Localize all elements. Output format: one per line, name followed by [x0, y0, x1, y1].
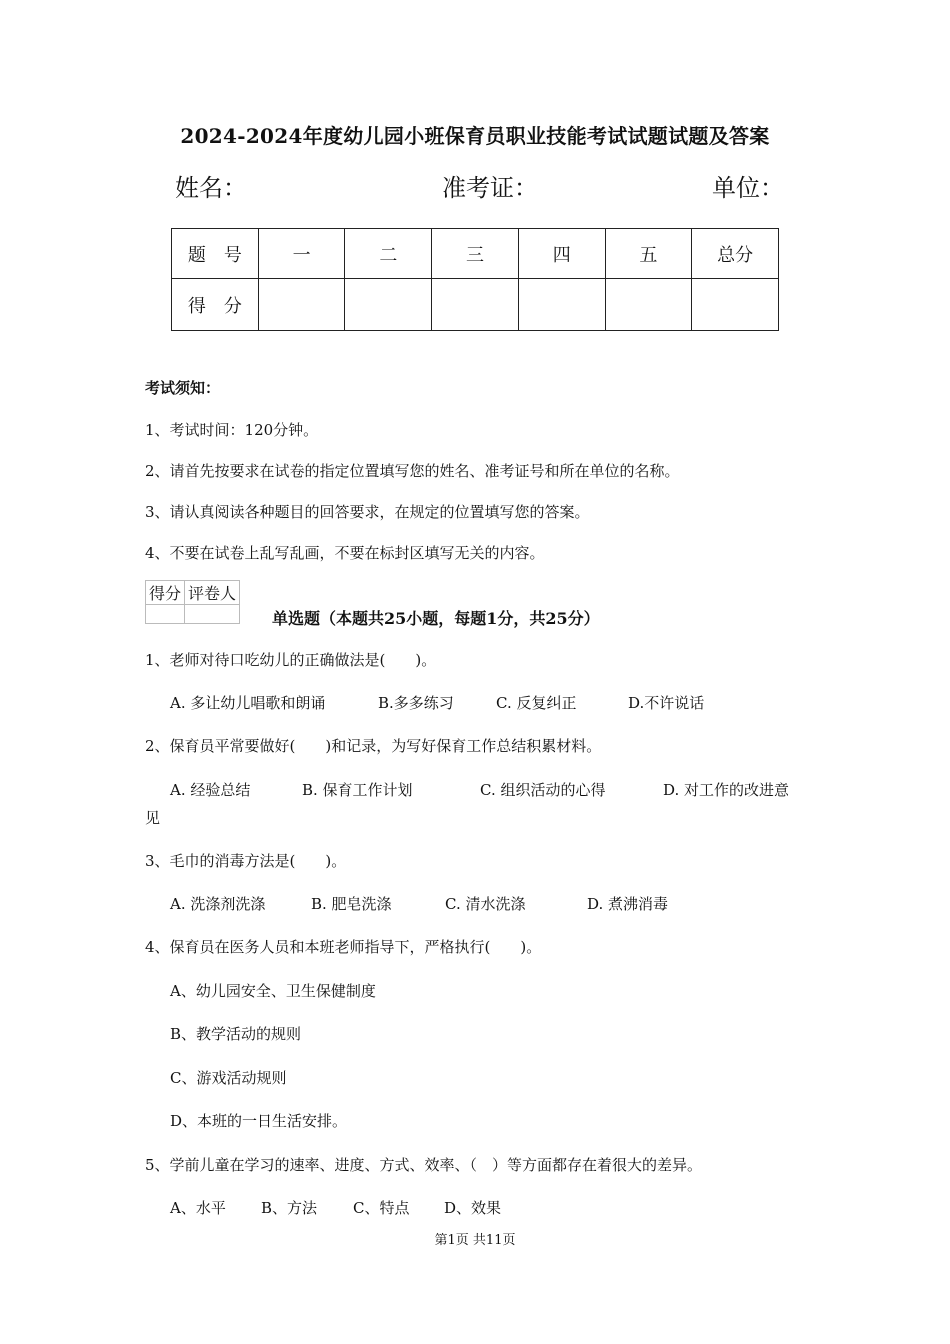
question-option: B、方法 [261, 1199, 318, 1217]
score-table-header-cell: 四 [518, 229, 605, 279]
question-option: C、游戏活动规则 [170, 1069, 287, 1087]
question-option: A. 洗涤剂洗涤 [170, 895, 266, 913]
grader-reviewer-cell[interactable] [185, 605, 240, 624]
notice-heading: 考试须知： [145, 379, 221, 397]
page-footer: 第1页 共11页 [434, 1233, 516, 1248]
grader-box [145, 580, 240, 624]
score-table-header-row [172, 229, 779, 279]
question-option: D.不许说话 [628, 694, 705, 712]
score-table-score-row [172, 279, 779, 331]
question-stem: 1、老师对待口吃幼儿的正确做法是( )。 [145, 651, 437, 669]
score-table-header-cell: 五 [605, 229, 692, 279]
question-option: C. 清水洗涤 [445, 895, 526, 913]
score-row-label: 得 分 [172, 279, 259, 331]
score-cell[interactable] [258, 279, 345, 331]
grader-score-cell[interactable] [146, 605, 185, 624]
question-stem: 4、保育员在医务人员和本班老师指导下，严格执行( )。 [145, 938, 542, 956]
question-option: C. 组织活动的心得 [480, 781, 606, 799]
score-table-header-cell: 一 [258, 229, 345, 279]
score-cell[interactable] [518, 279, 605, 331]
question-option: D、本班的一日生活安排。 [170, 1112, 348, 1130]
score-cell[interactable] [605, 279, 692, 331]
score-cell[interactable] [345, 279, 432, 331]
candidate-fields [0, 168, 950, 208]
document-title: 2024-2024年度幼儿园小班保育员职业技能考试试题试题及答案 [180, 124, 770, 148]
question-option: C. 反复纠正 [496, 694, 577, 712]
section-title: 单选题（本题共25小题，每题1分，共25分） [272, 609, 600, 628]
score-table-header-cell: 二 [345, 229, 432, 279]
question-option: B.多多练习 [378, 694, 454, 712]
question-option: B. 保育工作计划 [302, 781, 413, 799]
notice-item: 2、请首先按要求在试卷的指定位置填写您的姓名、准考证号和所在单位的名称。 [145, 462, 680, 480]
unit-field-label: 单位： [712, 174, 784, 202]
question-option: D、效果 [444, 1199, 502, 1217]
question-option: D. 煮沸消毒 [587, 895, 669, 913]
question-option: A、水平 [170, 1199, 226, 1217]
question-option: A、幼儿园安全、卫生保健制度 [170, 982, 376, 1000]
question-option: D. 对工作的改进意 [663, 781, 790, 799]
score-cell[interactable] [692, 279, 779, 331]
notice-item: 4、不要在试卷上乱写乱画，不要在标封区填写无关的内容。 [145, 544, 545, 562]
grader-reviewer-label: 评卷人 [185, 581, 240, 605]
question-option: A. 经验总结 [170, 781, 251, 799]
question-option: A. 多让幼儿唱歌和朗诵 [170, 694, 326, 712]
notice-item: 1、考试时间：120分钟。 [145, 421, 319, 439]
notice-item: 3、请认真阅读各种题目的回答要求，在规定的位置填写您的答案。 [145, 503, 590, 521]
score-table [171, 228, 779, 331]
question-option: B. 肥皂洗涤 [311, 895, 392, 913]
question-stem: 2、保育员平常要做好( )和记录，为写好保育工作总结积累材料。 [145, 737, 602, 755]
question-option: B、教学活动的规则 [170, 1025, 302, 1043]
question-option-continuation: 见 [145, 809, 161, 827]
score-table-header-cell: 三 [432, 229, 519, 279]
score-table-header-cell: 题 号 [172, 229, 259, 279]
exam-number-field-label: 准考证： [442, 174, 538, 202]
question-stem: 5、学前儿童在学习的速率、进度、方式、效率、（ ）等方面都存在着很大的差异。 [145, 1156, 703, 1174]
grader-score-label: 得分 [146, 581, 185, 605]
score-table-header-cell: 总分 [692, 229, 779, 279]
score-cell[interactable] [432, 279, 519, 331]
question-stem: 3、毛巾的消毒方法是( )。 [145, 852, 347, 870]
question-option: C、特点 [353, 1199, 410, 1217]
name-field-label: 姓名： [175, 174, 247, 202]
